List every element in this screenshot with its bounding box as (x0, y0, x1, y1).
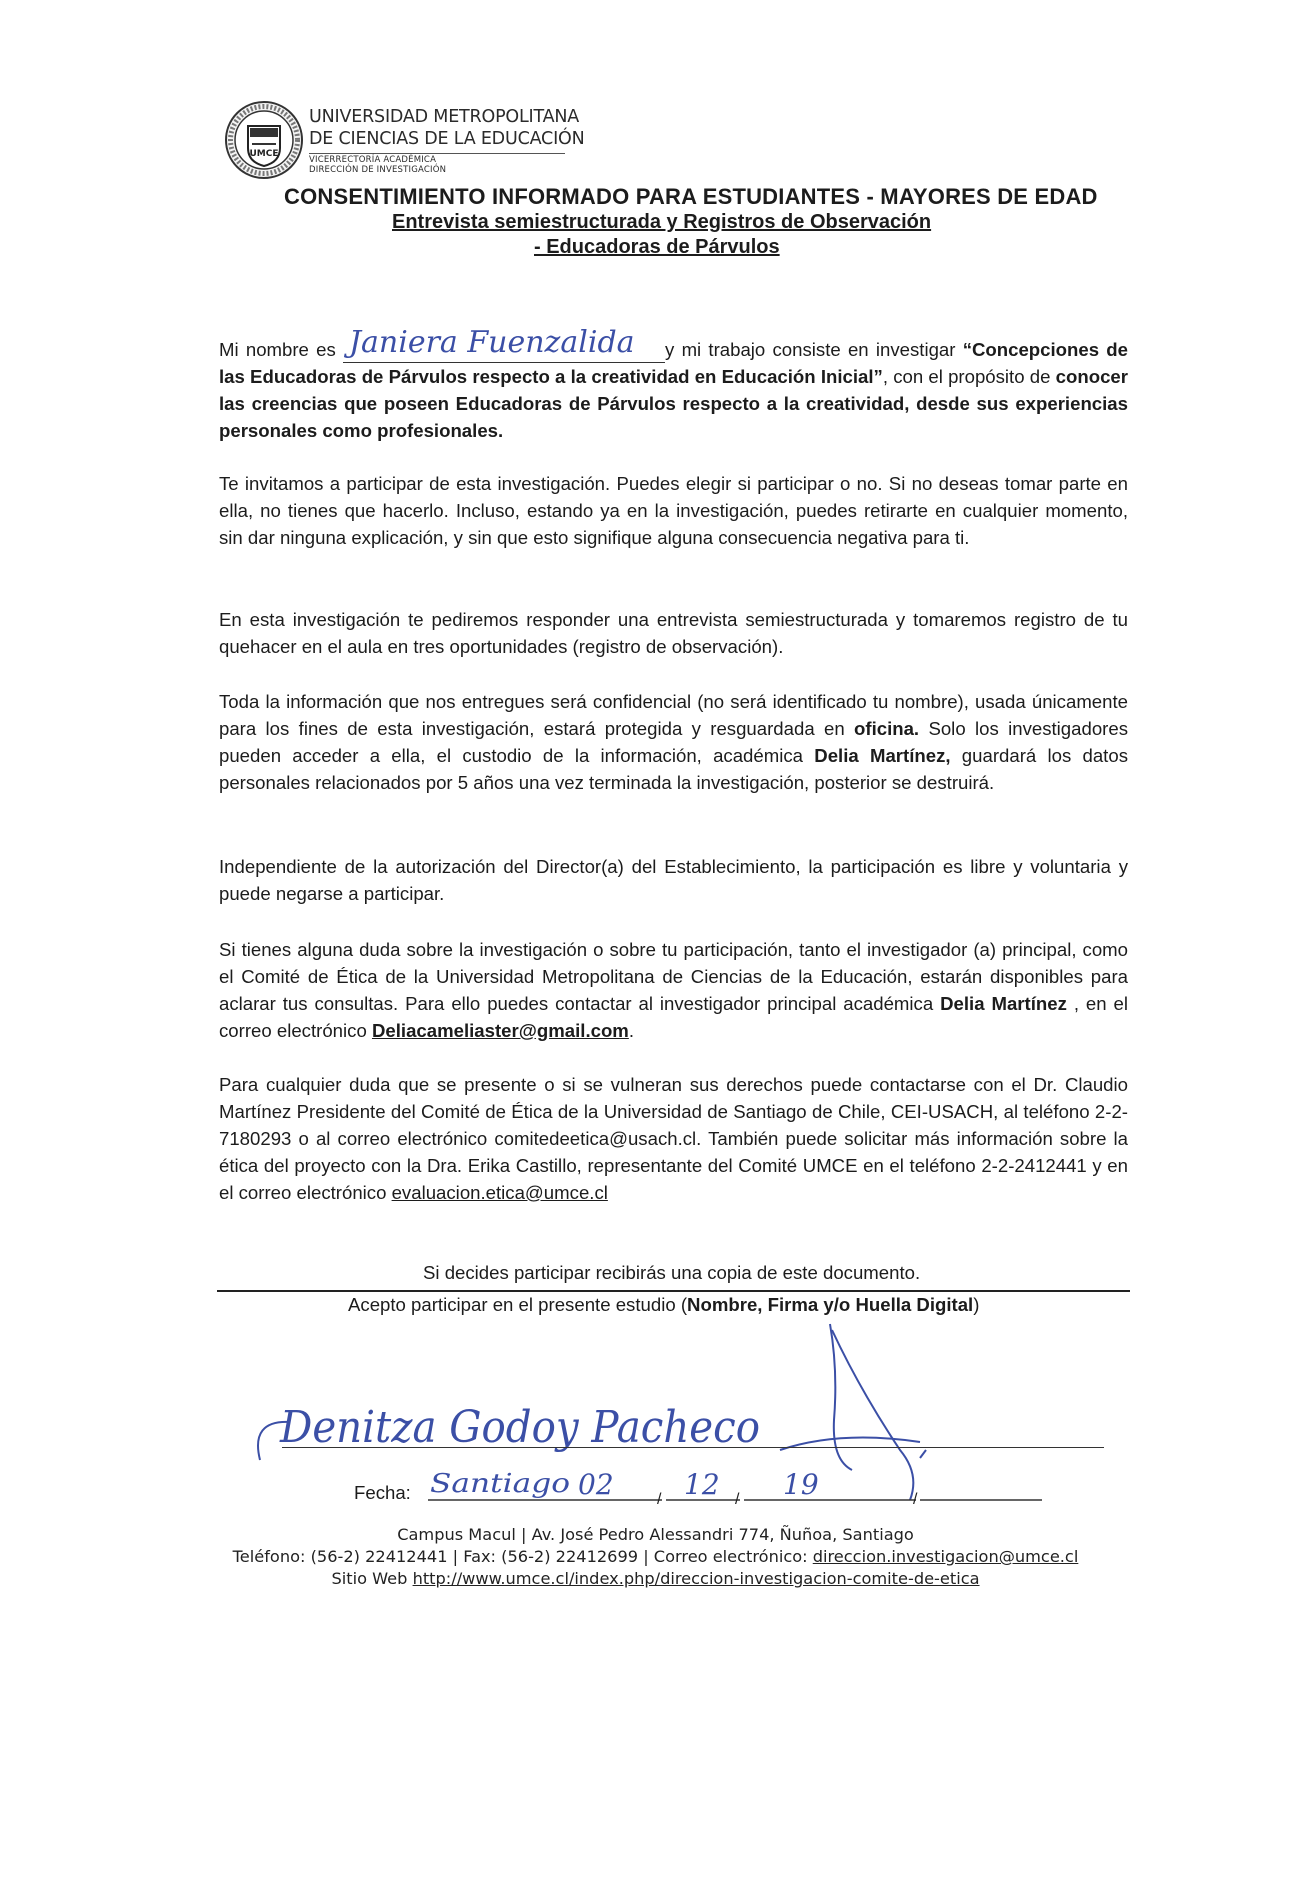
accept-text-a: Acepto participar en el presente estudio ( (348, 1294, 688, 1315)
signature-section-divider (217, 1290, 1130, 1292)
research-purpose: conocer las creencias que poseen Educadoras de Párvulos respecto a la creatividad, desde sus experiencias personales como profesionales. (219, 366, 1129, 441)
date-place: Santiago (430, 1469, 570, 1499)
conf-text-c: Solo los investigadores pueden acceder a ella, el custodio de la información, académica (219, 718, 1128, 766)
contact-text-c: , en el correo electrónico (219, 993, 1128, 1041)
date-month: 12 (684, 1468, 720, 1501)
ethics-email-link[interactable]: evaluacion.etica@umce.cl (391, 1182, 608, 1203)
footer-address: Campus Macul | Av. José Pedro Alessandri 774, Ñuñoa, Santiago (397, 1525, 914, 1544)
contact-email-link[interactable]: Deliacameliaster@gmail.com (371, 1020, 629, 1041)
svg-text:/: / (913, 1491, 918, 1508)
participation-paragraph: Te invitamos a participar de esta investigación. Puedes elegir si participar o no. Si no deseas tomar parte en ella, no tienes que hacerlo. Incluso, estando ya en la investigación, puedes retirarte en cualquier momento, sin dar ninguna explicación, y sin que esto signifique alguna consecuencia negativa para ti. (219, 473, 1128, 548)
intro-mid2: , con el propósito de (882, 366, 1056, 387)
voluntary-paragraph: Independiente de la autorización del Director(a) del Establecimiento, la participación es libre y voluntaria y puede negarse a participar. (219, 856, 1128, 904)
department-line1: VICERRECTORÍA ACADÉMICA (309, 155, 437, 165)
document-subtitle-2: - Educadoras de Párvulos (534, 236, 780, 258)
date-year: 19 (783, 1468, 819, 1501)
ethics-text: Para cualquier duda que se presente o si se vulneran sus derechos puede contactarse con el Dr. Claudio Martínez Presidente del Comité de Ética de la Universidad de Santiago de Chile, CEI-USACH, al teléfono 2-2-7180293 o al correo electrónico comitedeetica@usach.cl. También puede solicitar más información sobre la ética del proyecto con la Dra. Erika Castillo, representante del Comité UMCE en el teléfono 2-2-2412441 y en el correo electrónico (219, 1074, 1128, 1203)
contact-text-d: . (628, 1020, 635, 1041)
conf-text-bold-custodian: Delia Martínez, (814, 745, 951, 766)
document-subtitle-1: Entrevista semiestructurada y Registros de Observación (392, 211, 932, 233)
signature-text: Denitza Godoy Pacheco (279, 1402, 760, 1453)
accept-text-c: ) (973, 1294, 980, 1315)
university-name-line2: DE CIENCIAS DE LA EDUCACIÓN (309, 129, 585, 149)
footer-phone-fax: Teléfono: (56-2) 22412441 | Fax: (56-2) 22412699 | Correo electrónico: (232, 1547, 813, 1566)
conf-text-e: guardará los datos personales relacionados por 5 años una vez terminada la investigación, posterior se destruirá. (219, 745, 1128, 793)
university-name-line1: UNIVERSIDAD METROPOLITANA (309, 107, 580, 127)
ethics-paragraph (219, 1071, 1128, 1206)
svg-text:/: / (657, 1491, 662, 1508)
date-day: 02 (578, 1468, 614, 1501)
contact-paragraph (219, 936, 1128, 1044)
institution-block (309, 106, 585, 175)
research-title: “Concepciones de las Educadoras de Párvulos respecto a la creatividad en Educación Inicial” (219, 339, 1129, 387)
handwritten-name (343, 322, 665, 362)
confidentiality-paragraph (219, 688, 1128, 796)
procedure-paragraph: En esta investigación te pediremos responder una entrevista semiestructurada y tomaremos registro de tu quehacer en el aula en tres oportunidades (registro de observación). (219, 609, 1128, 657)
institution-divider (309, 153, 565, 154)
handwritten-name-text: Janiera Fuenzalida (349, 325, 635, 360)
intro-paragraph (219, 325, 1129, 444)
svg-text:/: / (735, 1491, 740, 1508)
conf-text-a: Toda la información que nos entregues será confidencial (no será identificado tu nombre), usada únicamente para los fines de esta investigación, estará protegida y resguardada en (219, 691, 1128, 739)
intro-mid: y mi trabajo consiste en investigar (665, 339, 963, 360)
footer-email-link[interactable]: direccion.investigacion@umce.cl (812, 1547, 1079, 1566)
university-seal-logo (224, 100, 304, 180)
copy-note: Si decides participar recibirás una copia de este documento. (423, 1262, 921, 1283)
contact-text-a: Si tienes alguna duda sobre la investigación o sobre tu participación, tanto el investigador (a) principal, como el Comité de Ética de la Universidad Metropolitana de Ciencias de la Educación, estarán disponibles para aclarar tus consultas. Para ello puedes contactar al investigador principal académica (219, 939, 1128, 1014)
footer-website-label: Sitio Web (331, 1569, 413, 1588)
conf-text-bold-office: oficina. (854, 718, 920, 739)
footer-website (0, 1569, 1311, 1588)
intro-prefix: Mi nombre es (219, 339, 336, 360)
seal-text: UMCE (249, 149, 279, 159)
department-line2: DIRECCIÓN DE INVESTIGACIÓN (309, 165, 447, 175)
handwritten-name-field (343, 325, 665, 363)
footer-website-link[interactable]: http://www.umce.cl/index.php/direccion-investigacion-comite-de-etica (412, 1569, 980, 1588)
signature-line (282, 1447, 1104, 1448)
document-title: CONSENTIMIENTO INFORMADO PARA ESTUDIANTES - MAYORES DE EDAD (284, 184, 1098, 209)
footer-contact (0, 1547, 1311, 1566)
contact-name: Delia Martínez (940, 993, 1067, 1014)
date-label: Fecha: (354, 1482, 411, 1503)
accept-text-bold: Nombre, Firma y/o Huella Digital (687, 1294, 974, 1315)
